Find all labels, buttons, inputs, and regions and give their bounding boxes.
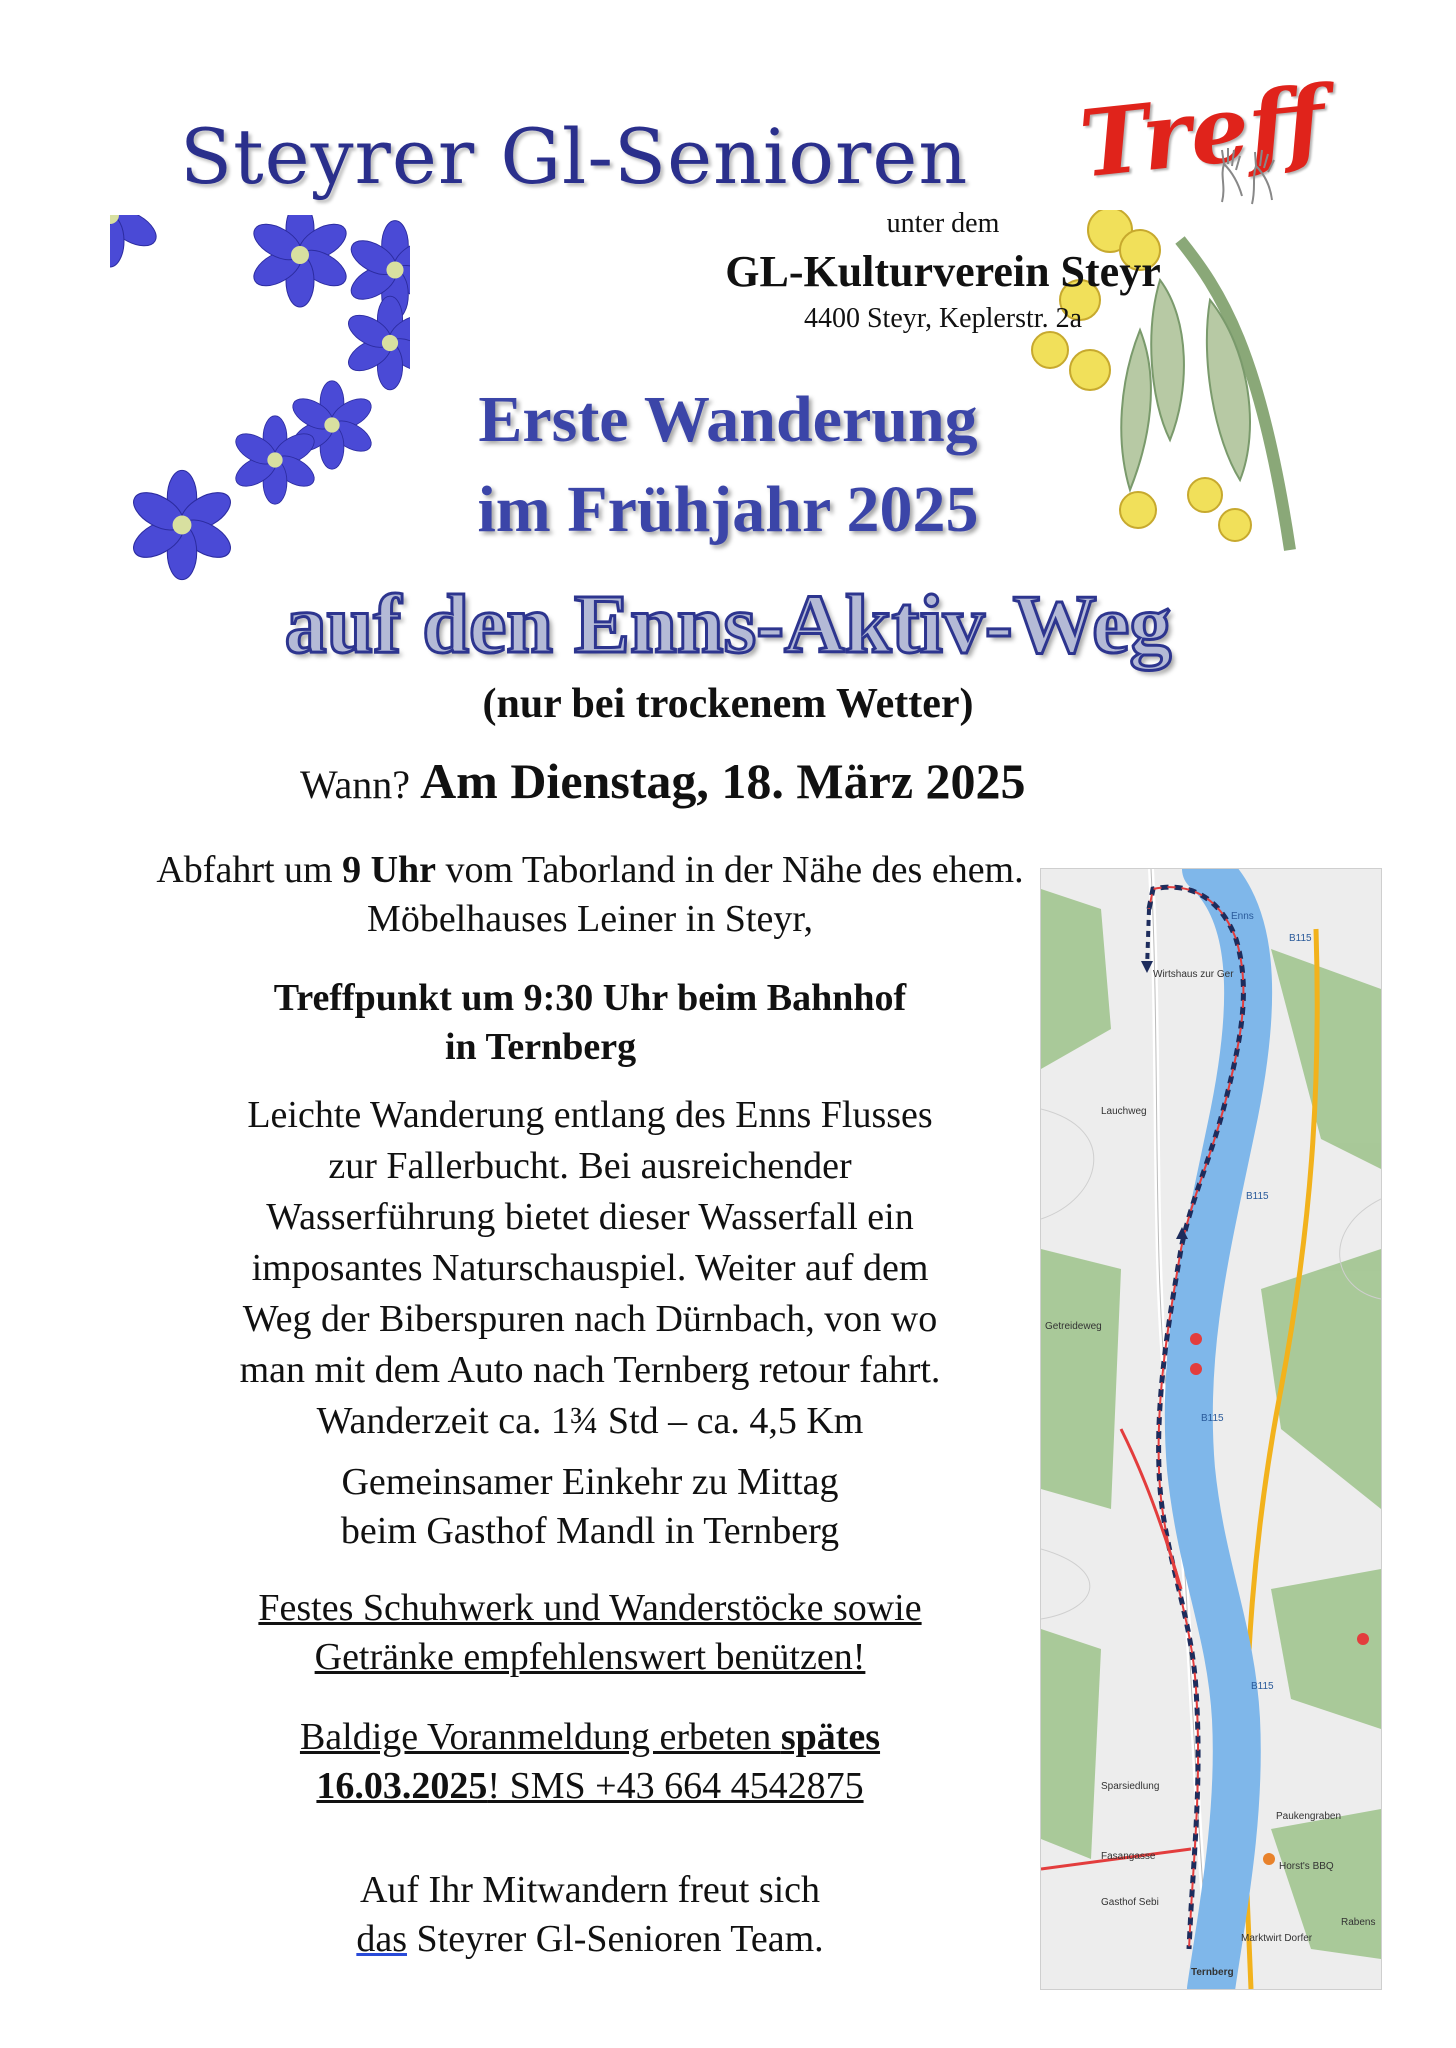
closing-note [150,1866,1030,1964]
map-label: Marktwirt Dorfer [1241,1933,1313,1944]
lunch-line: beim Gasthof Mandl in Ternberg [340,1510,840,1552]
registration-note: Baldige Voranmeldung erbeten spätes 16.03.2025! SMS +43 664 4542875 [299,1716,881,1807]
hands-icon [1212,142,1292,212]
description-line: man mit dem Auto nach Ternberg retour fahrt. [239,1349,941,1391]
meeting-line1: Treffpunkt um 9:30 Uhr beim Bahnhof [273,977,907,1019]
map-label: Enns [1231,911,1254,922]
map-label: Rabens [1341,1917,1376,1928]
route-map [1040,868,1382,1990]
description-line: Wanderzeit ca. 1¾ Std – ca. 4,5 Km [316,1400,864,1442]
map-label: B115 [1289,933,1312,944]
organizer-address: 4400 Steyr, Keplerstr. 2a [803,303,1083,334]
map-label: Sparsiedlung [1101,1781,1160,1792]
lunch-line: Gemeinsamer Einkehr zu Mittag [341,1461,839,1503]
map-label: Wirtshaus zur Ger [1153,969,1234,980]
headline-line3: auf den Enns-Aktiv-Weg [284,578,1172,671]
map-label: Getreideweg [1045,1321,1102,1332]
map-label: B115 [1251,1681,1274,1692]
map-label: Lauchweg [1101,1106,1147,1117]
description-line: zur Fallerbucht. Bei ausreichender [328,1145,852,1187]
map-label: B115 [1246,1191,1269,1202]
map-label: Gasthof Sebi [1101,1897,1159,1908]
organizer-intro: unter dem [886,208,1000,239]
poi-marker-icon [1190,1333,1202,1345]
bbq-marker-icon [1263,1853,1275,1865]
when-label: Wann? [300,762,411,807]
headline-line2: im Frühjahr 2025 [477,473,979,546]
map-label: Horst's BBQ [1279,1861,1334,1872]
closing-line1: Auf Ihr Mitwandern freut sich [359,1869,821,1911]
description-line: imposantes Naturschauspiel. Weiter auf dem [251,1247,929,1289]
map-label: Ternberg [1191,1967,1234,1978]
brand-title: Steyrer Gl-Senioren [180,112,969,201]
map-label: Paukengraben [1276,1811,1342,1822]
lunch-info [150,1458,1030,1556]
description-line: Leichte Wanderung entlang des Enns Flusses [247,1094,933,1136]
description-line: Wasserführung bietet dieser Wasserfall ein [266,1196,914,1238]
when-date: Am Dienstag, 18. März 2025 [420,753,1026,809]
brand-treff: Treff [1075,65,1330,199]
meeting-point [150,974,1030,1072]
map-label: Fasangasse [1101,1851,1156,1862]
poi-marker-icon [1190,1363,1202,1375]
meeting-line2: in Ternberg [445,1026,637,1068]
poi-marker-icon [1357,1633,1369,1645]
equipment-line: Festes Schuhwerk und Wanderstöcke sowie [258,1587,922,1629]
start-marker-icon [1141,961,1153,973]
equipment-line: Getränke empfehlenswert benützen! [314,1636,866,1678]
weather-note: (nur bei trockenem Wetter) [482,681,974,727]
hike-description [150,1090,1030,1447]
description-line: Weg der Biberspuren nach Dürnbach, von wo [242,1298,938,1340]
headline-line1: Erste Wanderung [478,383,978,456]
organizer-name: GL-Kulturverein Steyr [725,247,1161,296]
map-label: B115 [1201,1413,1224,1424]
event-date [300,752,1026,810]
departure-info: Abfahrt um 9 Uhr vom Taborland in der Nähe des ehem. Möbelhauses Leiner in Steyr, [156,849,1024,940]
closing-line2: das Steyrer Gl-Senioren Team. [356,1918,824,1960]
equipment-note [150,1584,1030,1682]
